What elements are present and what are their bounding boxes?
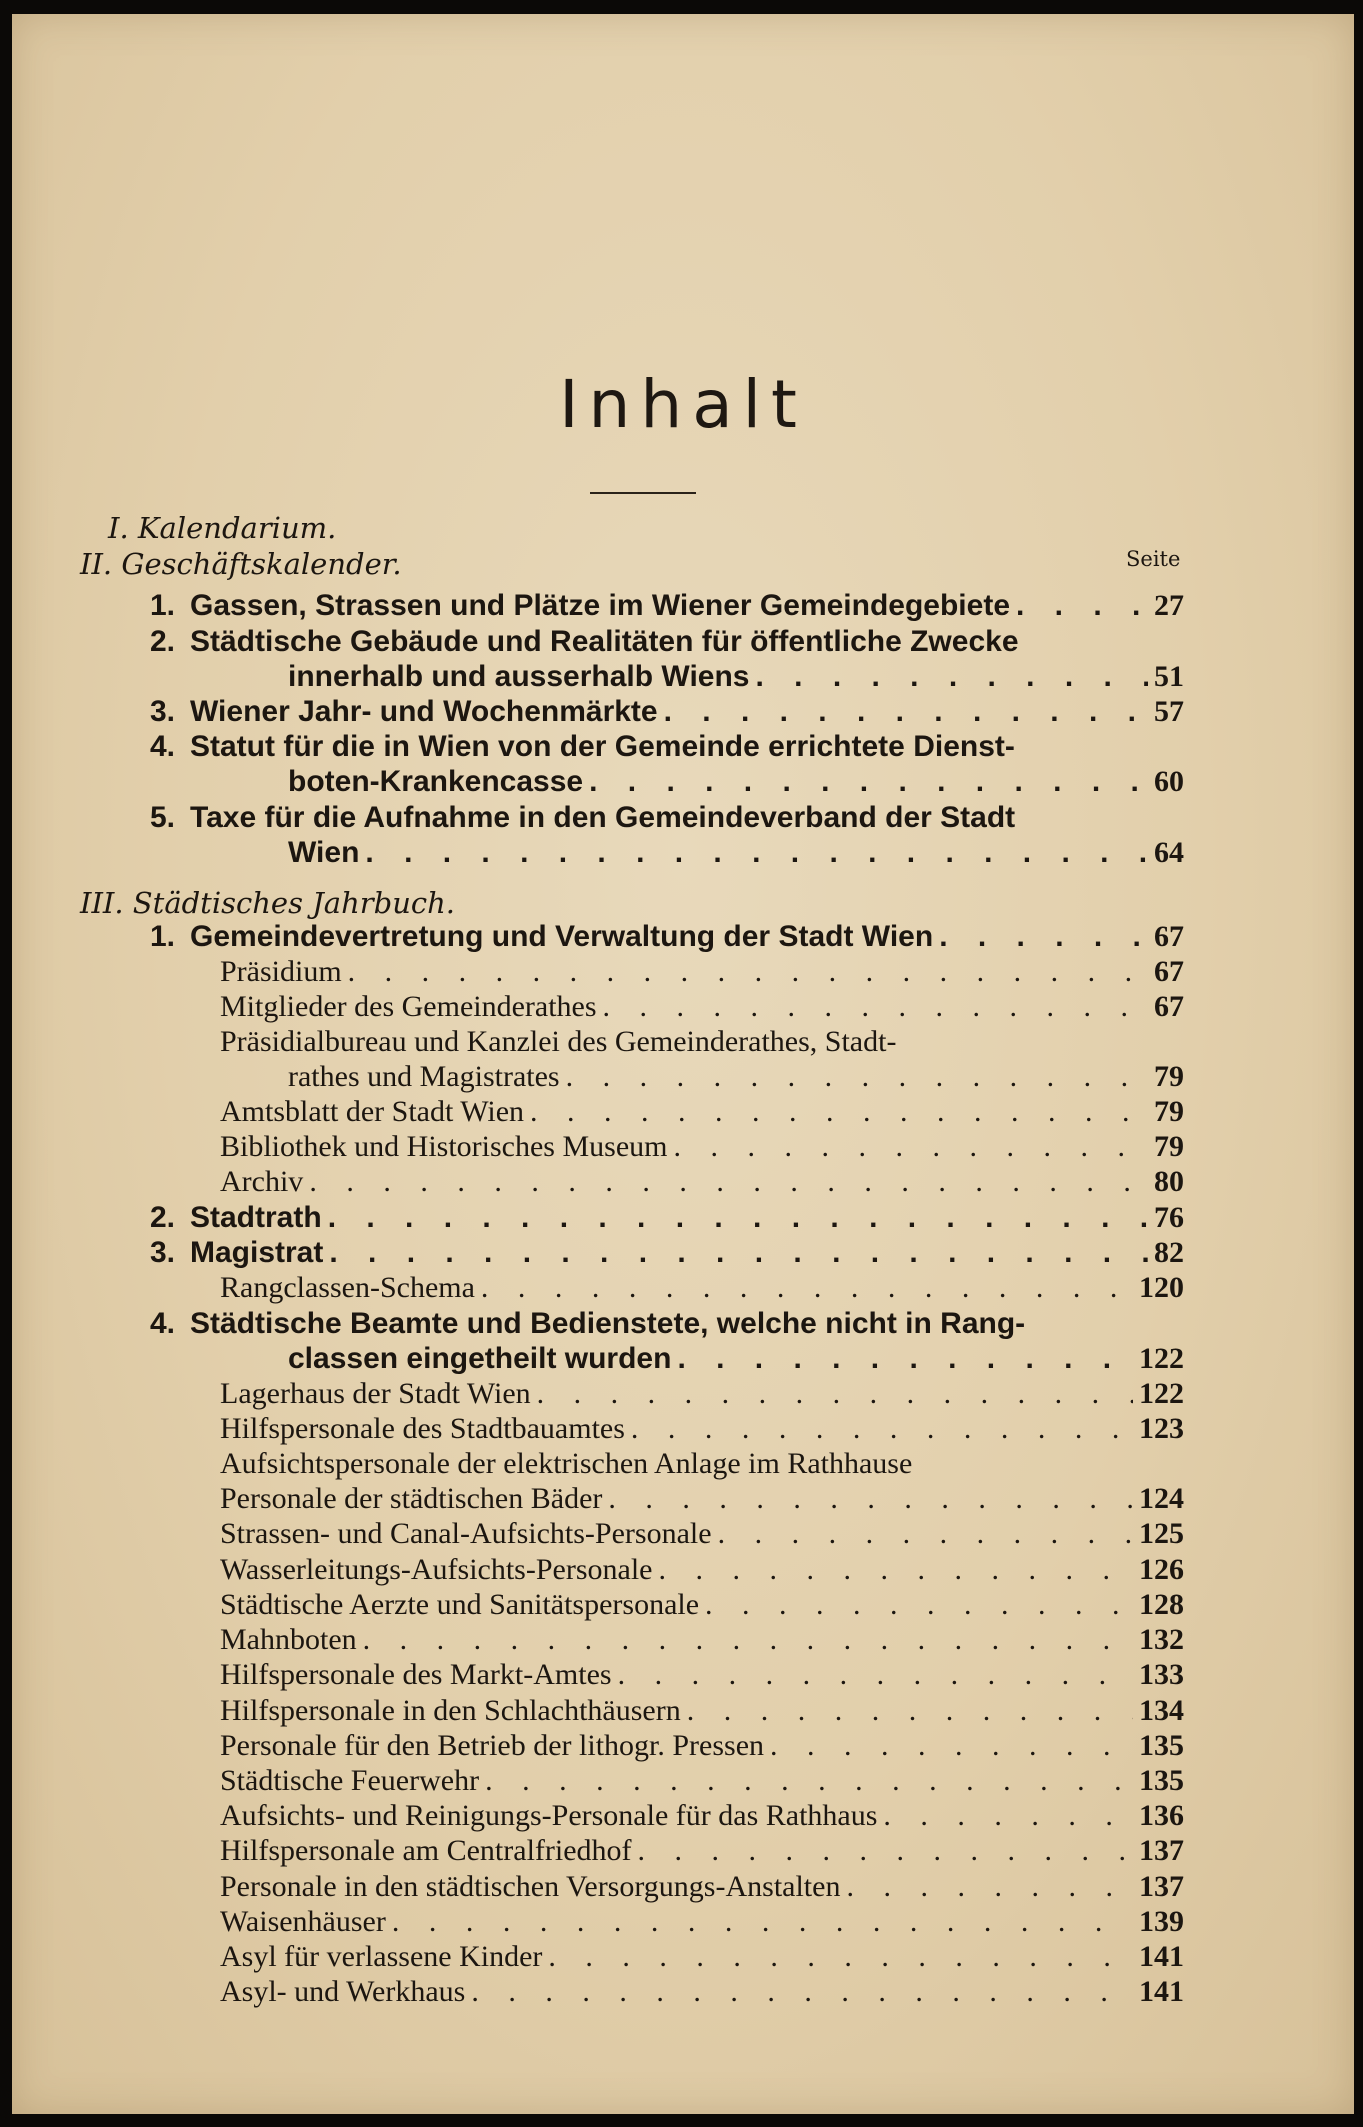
toc-entry-title: Städtische Beamte und Bedienstete, welche nicht in Rang- — [190, 1307, 1026, 1340]
toc-entry-title: Stadtrath — [190, 1201, 322, 1234]
toc-entry-page: 123 — [1139, 1412, 1184, 1445]
dot-leader — [524, 1094, 1148, 1130]
toc-entry — [288, 835, 1184, 871]
toc-entry-title: Bibliothek und Historisches Museum — [220, 1130, 668, 1163]
toc-entry-page: 137 — [1139, 1870, 1184, 1903]
section-heading-geschaeftskalender: II. Geschäftskalender. — [80, 547, 402, 581]
dot-leader — [386, 1904, 1133, 1940]
dot-leader — [560, 1059, 1148, 1095]
toc-entry-page: 137 — [1139, 1834, 1184, 1867]
toc-entry-title: Rangclassen-Schema — [220, 1271, 475, 1304]
toc-entry — [220, 1024, 1184, 1060]
toc-entry-page: 79 — [1154, 1130, 1184, 1163]
toc-entry-title: Städtische Feuerwehr — [220, 1764, 480, 1797]
toc-entry-page: 135 — [1139, 1729, 1184, 1762]
toc-entry-title: Aufsichtspersonale der elektrischen Anlage im Rathhause — [220, 1447, 913, 1480]
toc-entry — [220, 1481, 1184, 1517]
toc-entry-page: 134 — [1139, 1694, 1184, 1727]
dot-leader — [749, 659, 1148, 695]
page-title: Inhalt — [559, 366, 807, 443]
toc-entry-page: 125 — [1139, 1517, 1184, 1550]
toc-entry-page: 132 — [1139, 1623, 1184, 1656]
dot-leader — [323, 1235, 1148, 1271]
toc-entry — [220, 1622, 1184, 1658]
section-heading-jahrbuch: III. Städtisches Jahrbuch. — [80, 886, 456, 920]
toc-entry — [150, 624, 1184, 660]
toc-entry-title: Wiener Jahr- und Wochenmärkte — [190, 695, 658, 728]
toc-entry — [220, 1657, 1184, 1693]
toc-entry-title: Strassen- und Canal-Aufsichts-Personale — [220, 1517, 712, 1550]
toc-entry-title: boten-Krankencasse — [288, 765, 584, 798]
toc-entry-number: 4. — [150, 730, 176, 763]
toc-entry — [220, 1587, 1184, 1623]
toc-entry-title: innerhalb und ausserhalb Wiens — [288, 660, 750, 693]
dot-leader — [342, 954, 1148, 990]
dot-leader — [658, 694, 1148, 730]
toc-entry-title: Präsidialbureau und Kanzlei des Gemeinderathes, Stadt- — [220, 1025, 897, 1058]
dot-leader — [667, 1129, 1148, 1165]
book-page — [12, 14, 1354, 2114]
dot-leader — [671, 1341, 1133, 1377]
toc-entry-page: 141 — [1139, 1940, 1184, 1973]
toc-entry — [220, 989, 1184, 1025]
toc-entry-page: 67 — [1154, 920, 1184, 953]
toc-entry-page: 126 — [1139, 1553, 1184, 1586]
toc-entry — [220, 1728, 1184, 1764]
toc-entry-page: 64 — [1154, 836, 1184, 869]
toc-entry — [220, 1516, 1184, 1552]
dot-leader — [632, 1833, 1133, 1869]
toc-entry — [220, 1763, 1184, 1799]
toc-entry-title: Städtische Aerzte und Sanitätspersonale — [220, 1588, 700, 1621]
toc-entry — [220, 1904, 1184, 1940]
toc-entry-page: 124 — [1139, 1482, 1184, 1515]
toc-entry-page: 60 — [1154, 765, 1184, 798]
toc-entry-page: 67 — [1154, 955, 1184, 988]
toc-entry-title: Städtische Gebäude und Realitäten für öffentliche Zwecke — [190, 625, 1019, 658]
toc-entry — [150, 694, 1184, 730]
toc-entry-title: Asyl für verlassene Kinder — [220, 1940, 543, 1973]
page-column-label: Seite — [1126, 547, 1181, 571]
toc-entry-page: 128 — [1139, 1588, 1184, 1621]
dot-leader — [840, 1869, 1133, 1905]
dot-leader — [625, 1411, 1133, 1447]
toc-entry-page: 67 — [1154, 990, 1184, 1023]
toc-entry-page: 76 — [1154, 1201, 1184, 1234]
toc-entry-title: Personale der städtischen Bäder — [220, 1482, 603, 1515]
toc-entry — [288, 1341, 1184, 1377]
dot-leader — [652, 1552, 1133, 1588]
toc-entry-title: Personale für den Betrieb der lithogr. Pressen — [220, 1729, 765, 1762]
toc-entry-title: Gassen, Strassen und Plätze im Wiener Gemeindegebiete — [190, 589, 1011, 622]
dot-leader — [303, 1164, 1148, 1200]
toc-entry-page: 122 — [1139, 1342, 1184, 1375]
toc-entry-number: 3. — [150, 695, 176, 728]
toc-entry — [150, 729, 1184, 765]
dot-leader — [359, 835, 1148, 871]
toc-entry — [288, 764, 1184, 800]
toc-entry-number: 1. — [150, 589, 176, 622]
toc-entry-number: 1. — [150, 920, 176, 953]
toc-entry-page: 79 — [1154, 1060, 1184, 1093]
toc-entry — [220, 1094, 1184, 1130]
toc-entry-page: 133 — [1139, 1658, 1184, 1691]
dot-leader — [612, 1657, 1133, 1693]
toc-entry-title: Hilfspersonale am Centralfriedhof — [220, 1834, 632, 1867]
dot-leader — [479, 1763, 1133, 1799]
toc-entry — [150, 1306, 1184, 1342]
toc-entry — [150, 800, 1184, 836]
dot-leader — [712, 1516, 1133, 1552]
dot-leader — [602, 1481, 1133, 1517]
toc-entry-title: Gemeindevertretung und Verwaltung der Stadt Wien — [190, 920, 934, 953]
toc-entry — [150, 1200, 1184, 1236]
dot-leader — [764, 1728, 1133, 1764]
toc-entry — [220, 1270, 1184, 1306]
toc-entry-title: Taxe für die Aufnahme in den Gemeindeverband der Stadt — [190, 801, 1016, 834]
dot-leader — [475, 1270, 1133, 1306]
toc-entry-title: Archiv — [220, 1165, 304, 1198]
toc-entry-title: Wasserleitungs-Aufsichts-Personale — [220, 1553, 653, 1586]
toc-entry-title: classen eingetheilt wurden — [288, 1342, 672, 1375]
toc-entry — [150, 1235, 1184, 1271]
toc-entry-title: Asyl- und Werkhaus — [220, 1975, 466, 2008]
toc-entry-page: 139 — [1139, 1905, 1184, 1938]
dot-leader — [583, 764, 1148, 800]
toc-entry-page: 51 — [1154, 660, 1184, 693]
toc-entry — [220, 1446, 1184, 1482]
toc-entry-title: Personale in den städtischen Versorgungs-Anstalten — [220, 1870, 841, 1903]
toc-entry-title: Präsidium — [220, 955, 342, 988]
dot-leader — [933, 919, 1148, 955]
toc-entry — [220, 1129, 1184, 1165]
toc-entry — [220, 954, 1184, 990]
toc-entry — [220, 1833, 1184, 1869]
toc-entry — [150, 919, 1184, 955]
dot-leader — [877, 1798, 1133, 1834]
toc-entry-title: Hilfspersonale des Markt-Amtes — [220, 1658, 612, 1691]
toc-entry-title: Wien — [288, 836, 360, 869]
toc-entry — [220, 1552, 1184, 1588]
toc-entry-title: Aufsichts- und Reinigungs-Personale für das Rathhaus — [220, 1799, 878, 1832]
toc-entry-page: 141 — [1139, 1975, 1184, 2008]
toc-entry — [150, 588, 1184, 624]
toc-entry-page: 27 — [1154, 589, 1184, 622]
toc-entry-title: Magistrat — [190, 1236, 324, 1269]
toc-entry — [220, 1798, 1184, 1834]
toc-entry — [220, 1693, 1184, 1729]
toc-entry — [220, 1411, 1184, 1447]
toc-entry — [220, 1974, 1184, 2010]
toc-entry-page: 80 — [1154, 1165, 1184, 1198]
toc-entry-page: 135 — [1139, 1764, 1184, 1797]
toc-entry — [220, 1164, 1184, 1200]
toc-entry-page: 57 — [1154, 695, 1184, 728]
toc-entry-number: 3. — [150, 1236, 176, 1269]
toc-entry-title: Amtsblatt der Stadt Wien — [220, 1095, 525, 1128]
toc-entry-title: rathes und Magistrates — [288, 1060, 560, 1093]
toc-entry-title: Mitglieder des Gemeinderathes — [220, 990, 597, 1023]
dot-leader — [542, 1939, 1133, 1975]
toc-entry-page: 122 — [1139, 1377, 1184, 1410]
dot-leader — [597, 989, 1148, 1025]
toc-entry-title: Waisenhäuser — [220, 1905, 386, 1938]
toc-entry-title: Mahnboten — [220, 1623, 357, 1656]
toc-entry-page: 136 — [1139, 1799, 1184, 1832]
dot-leader — [322, 1200, 1148, 1236]
toc-entry-page: 120 — [1139, 1271, 1184, 1304]
dot-leader — [465, 1974, 1133, 2010]
toc-entry — [288, 659, 1184, 695]
toc-entry-title: Statut für die in Wien von der Gemeinde errichtete Dienst- — [190, 730, 1015, 763]
dot-leader — [531, 1376, 1133, 1412]
toc-entry — [220, 1376, 1184, 1412]
toc-entry-title: Hilfspersonale in den Schlachthäusern — [220, 1694, 681, 1727]
title-divider — [590, 492, 696, 494]
dot-leader — [1010, 588, 1148, 624]
section-heading-kalendarium: I. Kalendarium. — [108, 511, 337, 545]
toc-entry — [220, 1869, 1184, 1905]
toc-entry — [220, 1939, 1184, 1975]
toc-entry-number: 5. — [150, 801, 176, 834]
dot-leader — [681, 1693, 1133, 1729]
dot-leader — [699, 1587, 1133, 1623]
toc-entry-page: 82 — [1154, 1236, 1184, 1269]
toc-entry-title: Lagerhaus der Stadt Wien — [220, 1377, 531, 1410]
toc-entry-number: 2. — [150, 625, 176, 658]
dot-leader — [357, 1622, 1133, 1658]
toc-entry-number: 4. — [150, 1307, 176, 1340]
toc-entry-page: 79 — [1154, 1095, 1184, 1128]
toc-entry — [288, 1059, 1184, 1095]
toc-entry-number: 2. — [150, 1201, 176, 1234]
toc-entry-title: Hilfspersonale des Stadtbauamtes — [220, 1412, 625, 1445]
